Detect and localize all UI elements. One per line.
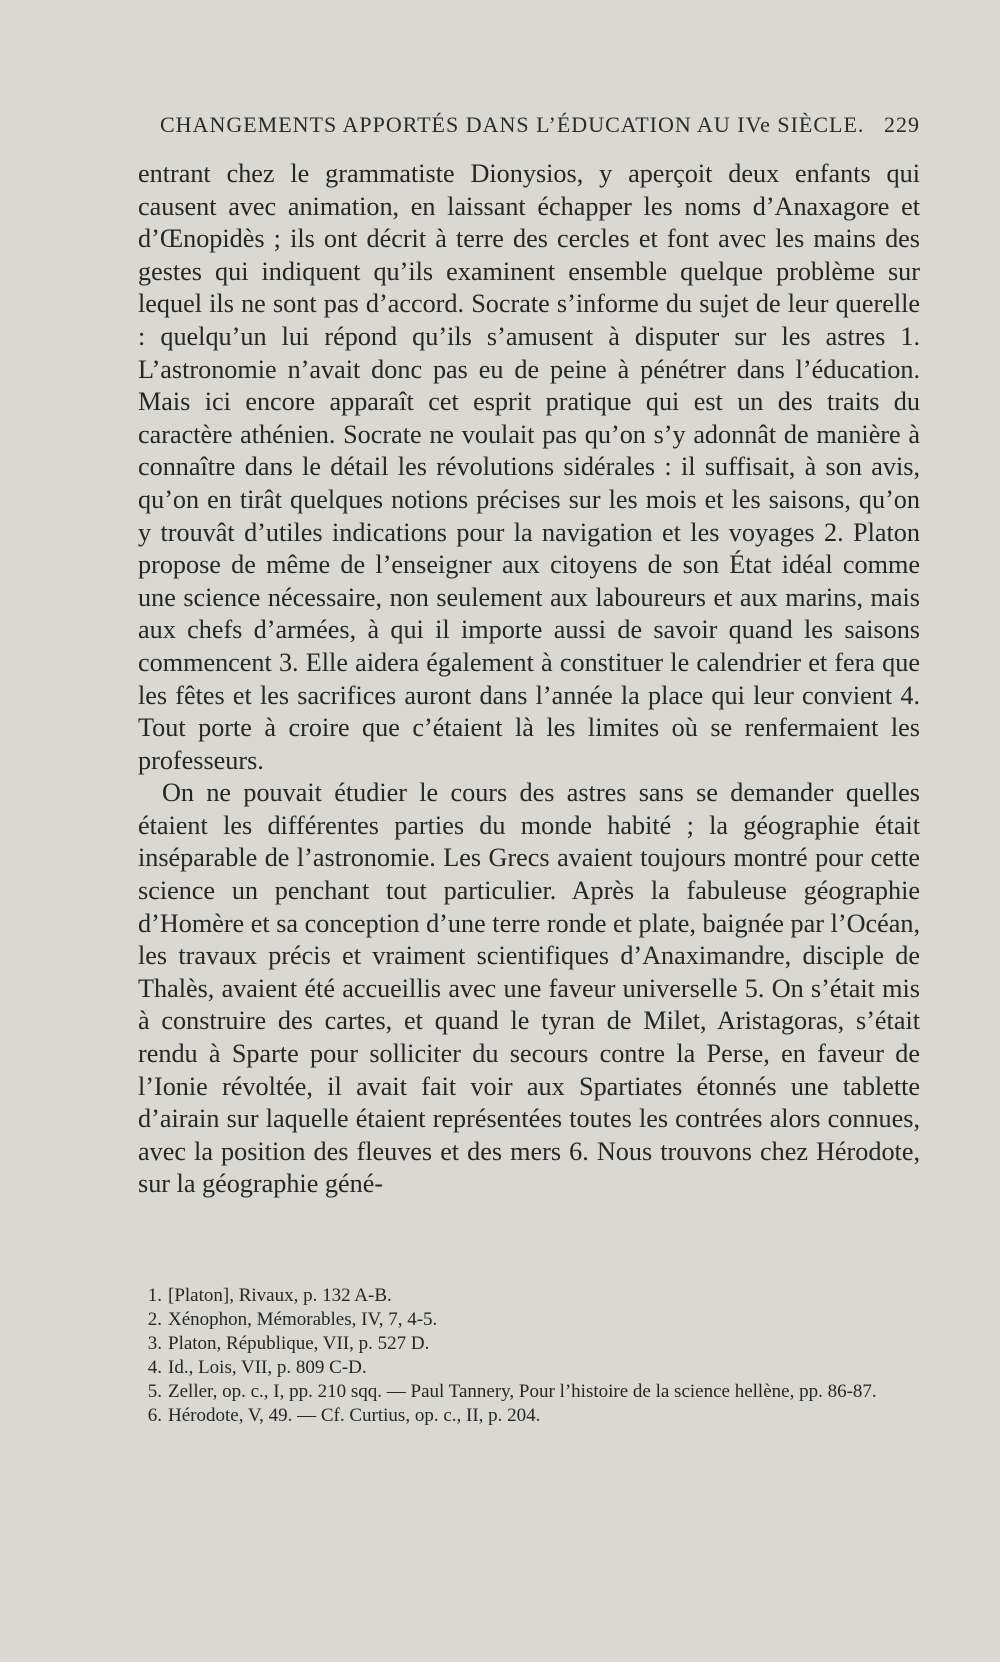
footnote-number: 1. — [147, 1285, 162, 1306]
footnote-text: [Platon], Rivaux, p. 132 A-B. — [168, 1285, 392, 1306]
footnote-text: Xénophon, Mémorables, IV, 7, 4-5. — [168, 1309, 438, 1330]
footnote-text: Hérodote, V, 49. — Cf. Curtius, op. c., II, p. 204. — [168, 1405, 541, 1426]
paragraph-1: entrant chez le grammatiste Dionysios, y aperçoit deux enfants qui causent avec animation, en laissant échapper les noms d’Anaxagore et d’Œnopidès ; ils ont décrit à terre des cercles et font avec les mains des gestes qui indiquent qu’ils examinent ensemble quelque problème sur lequel ils ne sont pas d’accord. Socrate s’informe du sujet de leur querelle : quelqu’un lui répond qu’ils s’amusent à disputer sur les astres 1. L’astronomie n’avait donc pas eu de peine à pénétrer dans l’éducation. Mais ici encore apparaît cet esprit pratique qui est un des traits du caractère athénien. Socrate ne voulait pas qu’on s’y adonnât de manière à connaître dans le détail les révolutions sidérales : il suffisait, à son avis, qu’on en tirât quelques notions précises sur les mois et les saisons, qu’on y trouvât d’utiles indications pour la navigation et les voyages 2. Platon propose de même de l’enseigner aux citoyens de son État idéal comme une science nécessaire, non seulement aux laboureurs et aux marins, mais aux chefs d’armées, à qui il importe aussi de savoir quand les saisons commencent 3. Elle aidera également à constituer le calendrier et fera que les fêtes et les sacrifices auront dans l’année la place qui leur convient 4. Tout porte à croire que c’étaient là les limites où se renfermaient les professeurs. — [138, 159, 920, 775]
paragraph-2: On ne pouvait étudier le cours des astres sans se demander quelles étaient les différentes parties du monde habité ; la géographie était inséparable de l’astronomie. Les Grecs avaient toujours montré pour cette science un penchant tout particulier. Après la fabuleuse géographie d’Homère et sa conception d’une terre ronde et plate, baignée par l’Océan, les travaux précis et vraiment scientifiques d’Anaximandre, disciple de Thalès, avaient été accueillis avec une faveur universelle 5. On s’était mis à construire des cartes, et quand le tyran de Milet, Aristagoras, s’était rendu à Sparte pour solliciter du secours contre la Perse, en faveur de l’Ionie révoltée, il avait fait voir aux Spartiates étonnés une tablette d’airain sur laquelle étaient représentées toutes les contrées alors connues, avec la position des fleuves et des mers 6. Nous trouvons chez Hérodote, sur la géographie géné- — [138, 778, 920, 1199]
footnote-number: 4. — [147, 1357, 162, 1378]
footnote-3 — [138, 1332, 920, 1356]
footnote-6 — [138, 1404, 920, 1428]
footnotes — [138, 1284, 920, 1428]
footnote-5 — [138, 1380, 920, 1404]
main-text — [138, 158, 920, 1201]
footnote-number: 3. — [147, 1333, 162, 1354]
footnote-number: 5. — [147, 1381, 162, 1402]
footnote-text: Id., Lois, VII, p. 809 C-D. — [168, 1357, 367, 1378]
footnote-2 — [138, 1308, 920, 1332]
page-number: 229 — [884, 112, 920, 137]
footnote-1 — [138, 1284, 920, 1308]
running-title: CHANGEMENTS APPORTÉS DANS L’ÉDUCATION AU IVe SIÈCLE. — [160, 112, 865, 137]
footnote-4 — [138, 1356, 920, 1380]
footnote-text: Zeller, op. c., I, pp. 210 sqq. — Paul Tannery, Pour l’histoire de la science hellène, pp. 86-87. — [168, 1381, 877, 1402]
footnote-number: 2. — [147, 1309, 162, 1330]
footnote-text: Platon, République, VII, p. 527 D. — [168, 1333, 430, 1354]
footnote-number: 6. — [147, 1405, 162, 1426]
